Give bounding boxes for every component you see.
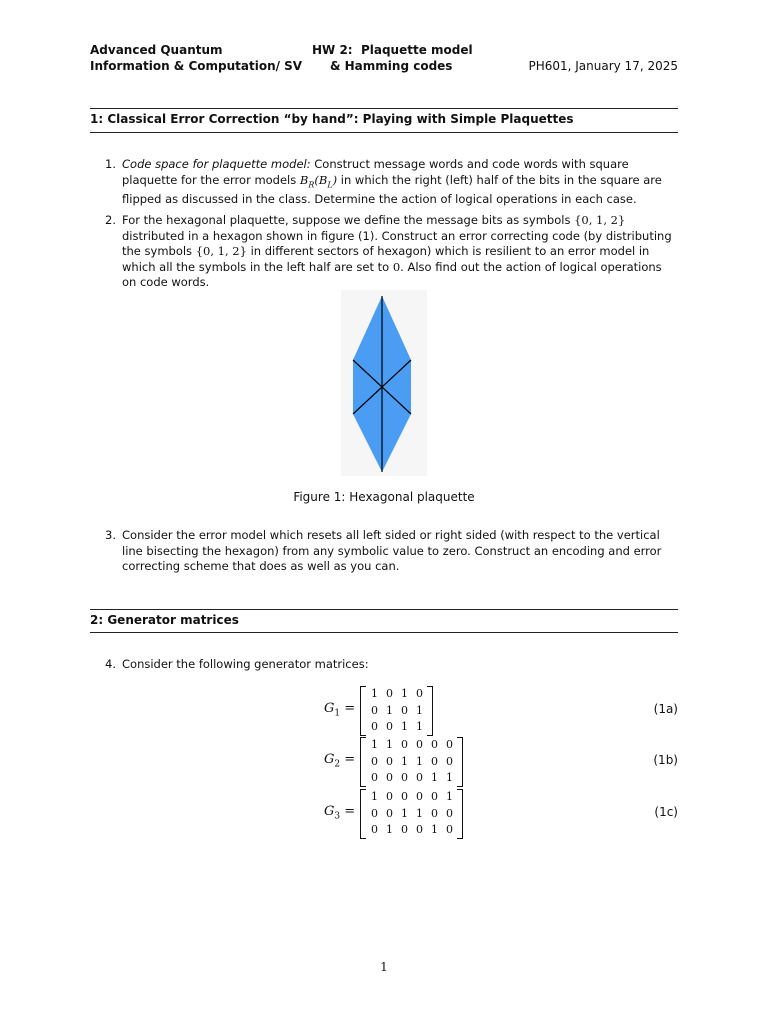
matrix-cell: 0	[446, 823, 453, 836]
matrix-cell: 0	[371, 806, 378, 820]
matrix-cell: 0	[446, 806, 453, 820]
header-course-line2: Information & Computation/ SV	[90, 59, 303, 73]
matrix-cell: 0	[401, 738, 408, 751]
item2-math-a: {0, 1, 2}	[574, 213, 626, 227]
page-number: 1	[380, 960, 388, 974]
section2-top-rule	[90, 609, 678, 610]
section1-top-rule	[90, 108, 678, 109]
matrix-g3	[360, 789, 463, 839]
item2-math-b: {0, 1, 2}	[195, 244, 247, 259]
matrix-cell: 0	[416, 771, 423, 784]
equation-1c-label: (1c)	[654, 805, 678, 819]
item2-number: 2.	[105, 213, 116, 227]
equation-1a-label: (1a)	[653, 702, 678, 716]
item2-text-c: in different sectors of hexagon) which is resilient to an error model in which all the symbols in the left half are set to	[122, 244, 650, 274]
section1-title: 1: Classical Error Correction “by hand”: Playing with Simple Plaquettes	[90, 112, 574, 126]
header-course-date: PH601, January 17, 2025	[528, 59, 678, 73]
matrix-cell: 0	[416, 823, 423, 836]
list-item-2	[105, 213, 678, 291]
matrix-cell: 0	[386, 720, 393, 733]
equation-1a-lhs: $G_1$ =	[324, 701, 356, 719]
matrix-cell: 1	[371, 687, 378, 700]
item2-body	[122, 213, 678, 291]
matrix-cell: 0	[371, 823, 378, 836]
item1-number: 1.	[105, 157, 116, 171]
item1-label: Code space for plaquette model:	[122, 157, 311, 171]
matrix-cell: 1	[386, 703, 393, 717]
matrix-cell: 0	[431, 790, 438, 803]
matrix-cell: 1	[416, 754, 423, 768]
equation-1c-lhs: $G_3$ =	[324, 804, 356, 822]
matrix-cell: 1	[386, 823, 393, 836]
figure-caption: Figure 1: Hexagonal plaquette	[293, 490, 475, 504]
matrix-cell: 0	[416, 687, 423, 700]
section2-title: 2: Generator matrices	[90, 613, 239, 627]
matrix-cell: 0	[386, 790, 393, 803]
matrix-cell: 1	[401, 806, 408, 820]
matrix-g2-right-bracket	[457, 737, 463, 787]
item2-text-a: For the hexagonal plaquette, suppose we define the message bits as symbols	[122, 213, 575, 227]
item4-number: 4.	[105, 657, 116, 671]
matrix-g1-right-bracket	[427, 686, 433, 736]
matrix-g2	[360, 737, 463, 787]
matrix-cell: 0	[386, 754, 393, 768]
header-course-line1: Advanced Quantum	[90, 43, 223, 57]
matrix-cell: 0	[446, 738, 453, 751]
header-course-title	[90, 42, 302, 74]
matrix-g2-left-bracket	[360, 737, 366, 787]
matrix-cell: 0	[401, 703, 408, 717]
equation-1b-lhs: $G_2$ =	[324, 752, 356, 770]
item1-body	[122, 157, 678, 208]
matrix-cell: 1	[401, 687, 408, 700]
matrix-cell: 1	[371, 790, 378, 803]
matrix-cell: 0	[386, 687, 393, 700]
matrix-cell: 0	[386, 771, 393, 784]
matrix-cell: 1	[431, 823, 438, 836]
matrix-cell: 0	[371, 754, 378, 768]
matrix-g1-left-bracket	[360, 686, 366, 736]
matrix-cell: 1	[401, 754, 408, 768]
matrix-cell: 1	[416, 720, 423, 733]
matrix-cell: 0	[431, 738, 438, 751]
matrix-cell: 1	[446, 771, 453, 784]
matrix-g3-left-bracket	[360, 789, 366, 839]
header-hw-line2: & Hamming codes	[330, 59, 453, 73]
matrix-cell: 0	[446, 754, 453, 768]
hexagonal-plaquette-figure	[341, 290, 427, 476]
matrix-cell: 0	[431, 754, 438, 768]
matrix-cell: 0	[401, 790, 408, 803]
matrix-cell: 0	[371, 703, 378, 717]
matrix-cell: 0	[386, 806, 393, 820]
item1-math-br: $B_R(B_L)$	[299, 172, 338, 189]
section1-bottom-rule	[90, 132, 678, 133]
matrix-cell: 1	[416, 806, 423, 820]
matrix-cell: 0	[431, 806, 438, 820]
header-hw-title	[312, 42, 473, 74]
item2-text-b: distributed in a hexagon shown in figure (1). Construct an error correcting code (by distributing the symbols	[122, 228, 672, 259]
matrix-g2-grid	[367, 737, 457, 787]
matrix-cell: 0	[401, 823, 408, 836]
matrix-g1-grid	[367, 686, 427, 736]
header-hw-line1: HW 2: Plaquette model	[312, 43, 473, 57]
list-item-1	[105, 157, 678, 208]
item2-text-d: . Also find out the action of logical operations on code words.	[122, 259, 662, 290]
matrix-g3-grid	[367, 789, 457, 839]
matrix-cell: 0	[416, 738, 423, 751]
item3-body: Consider the error model which resets all left sided or right sided (with respect to the vertical line bisecting the hexagon) from any symbolic value to zero. Construct an encoding and error correcting scheme that does as well as you can.	[122, 528, 662, 574]
item4-body: Consider the following generator matrices:	[122, 657, 369, 671]
item2-math-c: 0	[392, 259, 401, 274]
list-item-3	[105, 528, 678, 575]
section2-bottom-rule	[90, 632, 678, 633]
list-item-4	[105, 657, 678, 673]
matrix-g3-right-bracket	[457, 789, 463, 839]
item1-text-a: Construct message words and code words with square plaquette for the error models	[122, 157, 629, 187]
matrix-cell: 1	[446, 790, 453, 803]
matrix-cell: 1	[386, 738, 393, 751]
matrix-cell: 0	[401, 771, 408, 784]
matrix-cell: 0	[416, 790, 423, 803]
item1-text-b: in which the right (left) half of the bits in the square are flipped as discussed in the class. Determine the action of logical operations in each case.	[122, 172, 662, 207]
equation-1b-label: (1b)	[653, 753, 678, 767]
matrix-g1	[360, 686, 433, 736]
matrix-cell: 0	[371, 720, 378, 733]
matrix-cell: 1	[371, 738, 378, 751]
matrix-cell: 1	[416, 703, 423, 717]
matrix-cell: 1	[401, 720, 408, 733]
matrix-cell: 0	[371, 771, 378, 784]
item3-number: 3.	[105, 528, 116, 542]
matrix-cell: 1	[431, 771, 438, 784]
